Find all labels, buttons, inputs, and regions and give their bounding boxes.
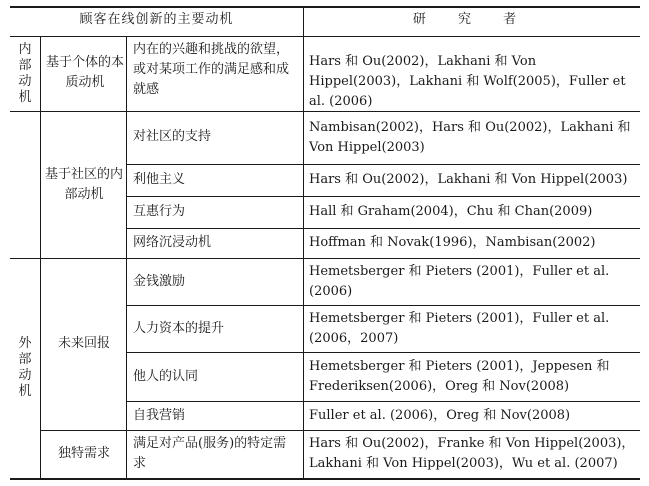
- header-divider: [10, 36, 640, 37]
- header-motives: 顾客在线创新的主要动机: [79, 12, 234, 27]
- motive-cell: 内在的兴趣和挑战的欲望，或对某项工作的满足感和成就感: [133, 42, 290, 97]
- table-top-border: [10, 6, 640, 8]
- motive-cell: 满足对产品(服务)的特定需求: [133, 436, 287, 471]
- research-cell: Fuller et al. (2006)，Oreg 和 Nov(2008): [309, 408, 571, 423]
- group-internal-label: 内部动机: [18, 42, 32, 105]
- subgroup-future: 未来回报: [57, 336, 110, 351]
- subgroup-unique: 独特需求: [57, 446, 110, 461]
- research-cell: Hoffman 和 Novak(1996)，Nambisan(2002): [309, 235, 596, 250]
- motive-cell: 金钱激励: [133, 274, 186, 289]
- row-divider: [126, 305, 640, 306]
- row-divider: [126, 228, 640, 229]
- motive-cell: 人力资本的提升: [133, 321, 225, 336]
- research-cell: Hars 和 Ou(2002)，Franke 和 Von Hippel(2003)，Lakhani 和 Von Hippel(2003)，Wu et al. (2007): [309, 436, 635, 471]
- header-research: 研 究 者: [412, 12, 531, 27]
- motive-cell: 利他主义: [133, 172, 186, 187]
- research-cell: Nambisan(2002)，Hars 和 Ou(2002)，Lakhani 和 Von Hippel(2003): [309, 120, 631, 155]
- research-cell: Hars 和 Ou(2002)，Lakhani 和 Von Hippel(2003)，Lakhani 和 Wolf(2005)，Fuller et al. (2006): [309, 54, 626, 109]
- group-external-label: 外部动机: [18, 336, 32, 399]
- motive-cell: 自我营销: [133, 408, 186, 423]
- column-divider-research: [303, 6, 304, 478]
- column-divider-subgroup: [126, 36, 127, 478]
- row-divider: [126, 401, 640, 402]
- row-divider: [126, 164, 640, 165]
- motive-cell: 互惠行为: [133, 204, 186, 219]
- table-bottom-border: [10, 478, 640, 480]
- row-divider: [126, 196, 640, 197]
- subgroup-community: 基于社区的内部动机: [44, 167, 123, 202]
- subgroup-intrinsic: 基于个体的本质动机: [46, 55, 125, 90]
- group-divider-external: [10, 258, 640, 259]
- research-cell: Hars 和 Ou(2002)，Lakhani 和 Von Hippel(2003): [309, 172, 628, 187]
- research-cell: Hemetsberger 和 Pieters (2001)，Fuller et al. (2006): [309, 264, 610, 299]
- research-cell: Hall 和 Graham(2004)，Chu 和 Chan(2009): [309, 204, 593, 219]
- column-divider-group: [40, 36, 41, 478]
- motive-cell: 网络沉浸动机: [133, 235, 212, 250]
- row-divider: [126, 352, 640, 353]
- motive-cell: 对社区的支持: [133, 129, 212, 144]
- research-cell: Hemetsberger 和 Pieters (2001)，Jeppesen 和 Frederiksen(2006)，Oreg 和 Nov(2008): [309, 359, 610, 394]
- motive-cell: 他人的认同: [133, 369, 199, 384]
- subgroup-divider: [40, 430, 640, 431]
- research-cell: Hemetsberger 和 Pieters (2001)，Fuller et al. (2006，2007): [309, 311, 610, 346]
